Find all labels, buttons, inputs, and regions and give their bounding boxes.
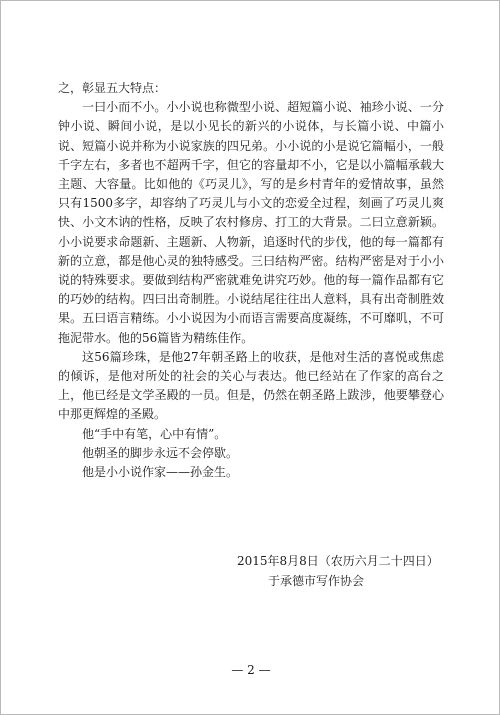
paragraph-pilgrimage: 他朝圣的脚步永远不会停歇。 — [82, 445, 239, 460]
paragraph-intro: 之，彰显五大特点： — [58, 81, 167, 95]
document-body — [58, 79, 444, 482]
signature-date: 2015年8月8日（农历六月二十四日） — [237, 554, 439, 568]
paragraph-author: 他是小小说作家——孙金生。 — [82, 465, 239, 480]
page-number: — 2 — — [231, 663, 271, 677]
paragraph-five-features: 一曰小而不小。小小说也称微型小说、超短篇小说、袖珍小说、一分钟小说、瞬间小说，是以小见长的新兴的小说体，与长篇小说、中篇小说、短篇小说并称为小说家族的四兄弟。小小说的小是说它篇幅小，一般千字左右，多者也不超两千字，但它的容量却不小，它是以小篇幅承载大主题、大容量。比如他的《巧灵儿》，写的是乡村青年的爱情故事，虽然只有1500多字，却容纳了巧灵儿与小文的恋爱全过程，刻画了巧灵儿爽快、小文木讷的性格，反映了农村修房、打工的大背景。二曰立意新颖。小小说要求命题新、主题新、人物新，追逐时代的步伐，他的每一篇都有新的立意，都是他心灵的独特感受。三曰结构严密。结构严密是对于小小说的特殊要求。要做到结构严密就难免讲究巧妙。他的每一篇作品都有它的巧妙的结构。四曰出奇制胜。小说结尾往往出人意料，具有出奇制胜效果。五曰语言精练。小小说因为小而语言需要高度凝练，不可靡叽，不可拖泥带水。他的56篇皆为精练佳作。 — [58, 100, 444, 345]
signature-place: 于承德市写作协会 — [268, 574, 365, 588]
paragraph-pearls: 这56篇珍珠，是他27年朝圣路上的收获，是他对生活的喜悦或焦虑的倾诉，是他对所处的社会的关心与表达。他已经站在了作家的高台之上，他已经是文学圣殿的一员。但是，仍然在朝圣路上跋涉，他要攀登心中那更辉煌的圣殿。 — [58, 349, 444, 422]
paragraph-pen-and-heart: 他“手中有笔，心中有情”。 — [82, 426, 227, 441]
